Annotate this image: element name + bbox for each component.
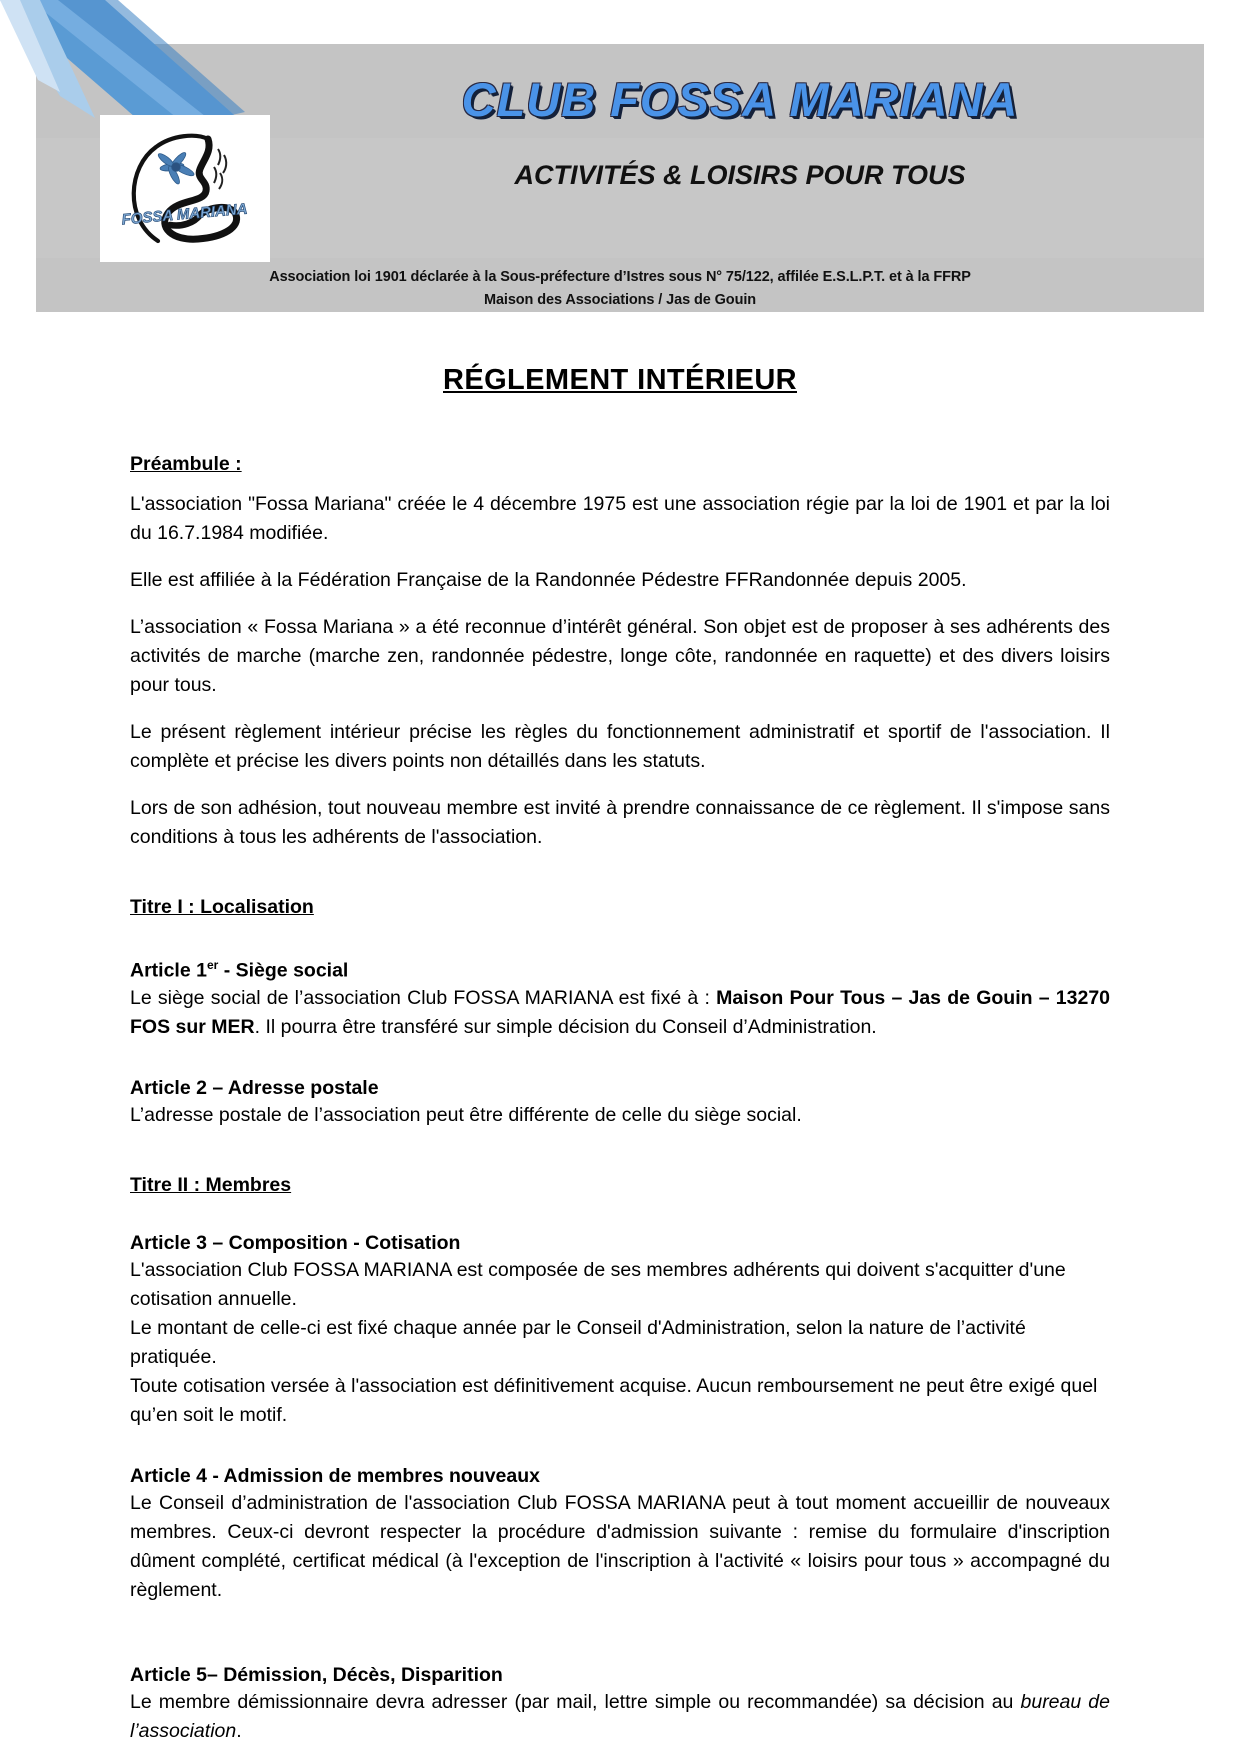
club-subtitle: ACTIVITÉS & LOISIRS POUR TOUS bbox=[514, 160, 966, 190]
preamble-heading: Préambule : bbox=[130, 453, 242, 475]
spacer bbox=[130, 1623, 1110, 1663]
article-3-body-2: Le montant de celle-ci est fixé chaque année par le Conseil d'Administration, selon la nature de l’activité pratiquée. bbox=[130, 1316, 1026, 1368]
preamble-paragraph-3: L’association « Fossa Mariana » a été reconnue d’intérêt général. Son objet est de proposer à ses adhérents des activités de marche (marche zen, randonnée pédestre, longe côte, randonnée en raquette) et des divers loisirs pour tous. bbox=[130, 616, 1110, 696]
article-4-heading: Article 4 - Admission de membres nouveaux bbox=[130, 1464, 540, 1487]
preamble-paragraph-4: Le présent règlement intérieur précise les règles du fonctionnement administratif et sportif de l'association. Il complète et précise les divers points non détaillés dans les statuts. bbox=[130, 721, 1110, 772]
logo-wordmark: FOSSA MARIANA bbox=[121, 200, 249, 229]
article-3-heading: Article 3 – Composition - Cotisation bbox=[130, 1231, 461, 1254]
article-1-body-a: Le siège social de l’association Club FOSSA MARIANA est fixé à : bbox=[130, 986, 717, 1009]
document-title: RÉGLEMENT INTÉRIEUR bbox=[443, 364, 797, 396]
legal-line-1: Association loi 1901 déclarée à la Sous-préfecture d’Istres sous N° 75/122, affilée E.S.L.P.T. et à la FFRP bbox=[269, 269, 971, 285]
article-5-body-a: Le membre démissionnaire devra adresser (par mail, lettre simple ou recommandée) sa décision au bbox=[130, 1690, 1021, 1713]
article-3-body-1: L'association Club FOSSA MARIANA est composée de ses membres adhérents qui doivent s'acquitter d'une cotisation annuelle. bbox=[130, 1258, 1066, 1310]
titre-2-heading: Titre II : Membres bbox=[130, 1173, 292, 1196]
titre-1-heading: Titre I : Localisation bbox=[130, 896, 314, 918]
article-5-bureau-emphasis: bureau de l’association bbox=[130, 1690, 1111, 1742]
article-5-body bbox=[130, 1688, 1110, 1746]
article-5-body-c: . bbox=[236, 1719, 242, 1742]
article-1-heading-prefix: Article 1 bbox=[130, 959, 207, 982]
banner-legal-info bbox=[60, 266, 1180, 312]
document-body bbox=[130, 453, 1110, 1746]
article-1-body-c: . Il pourra être transféré sur simple décision du Conseil d’Administration. bbox=[254, 1015, 877, 1038]
preamble-paragraph-2: Elle est affiliée à la Fédération Française de la Randonnée Pédestre FFRandonnée depuis 2005. bbox=[130, 569, 967, 591]
preamble-paragraph-5: Lors de son adhésion, tout nouveau membre est invité à prendre connaissance de ce règlement. Il s'impose sans conditions à tous les adhérents de l'association. bbox=[130, 797, 1110, 848]
page-header-banner bbox=[0, 0, 1240, 312]
legal-line-2: Maison des Associations / Jas de Gouin bbox=[483, 292, 757, 308]
spacer bbox=[130, 1148, 1110, 1174]
article-5-heading: Article 5– Démission, Décès, Disparition bbox=[130, 1663, 503, 1686]
article-1-heading bbox=[130, 953, 1110, 984]
article-1-body bbox=[130, 984, 1110, 1042]
article-3-body-3: Toute cotisation versée à l'association est définitivement acquise. Aucun remboursement ne peut être exigé quel qu’en soit le motif. bbox=[130, 1374, 1098, 1426]
article-1-heading-suffix: - Siège social bbox=[218, 959, 349, 982]
article-4-body: Le Conseil d’administration de l'association Club FOSSA MARIANA peut à tout moment accueillir de nouveaux membres. Ceux-ci devront respecter la procédure d'admission suivante : remise du formulaire d'inscription dûment complété, certificat médical (à l'exception de l'inscription à l'activité « loisirs pour tous » accompagné du règlement. bbox=[130, 1491, 1110, 1601]
article-2-heading: Article 2 – Adresse postale bbox=[130, 1076, 379, 1099]
club-title: CLUB FOSSA MARIANA bbox=[461, 73, 1019, 126]
preamble-paragraph-1: L'association "Fossa Mariana" créée le 4 décembre 1975 est une association régie par la loi de 1901 et par la loi du 16.7.1984 modifiée. bbox=[130, 493, 1110, 544]
article-1-heading-superscript: er bbox=[206, 958, 219, 972]
spacer bbox=[130, 870, 1110, 896]
article-1-address: Maison Pour Tous – Jas de Gouin – 13270 FOS sur MER bbox=[130, 986, 1111, 1038]
club-logo bbox=[100, 115, 270, 262]
article-2-body: L’adresse postale de l’association peut être différente de celle du siège social. bbox=[130, 1103, 802, 1126]
